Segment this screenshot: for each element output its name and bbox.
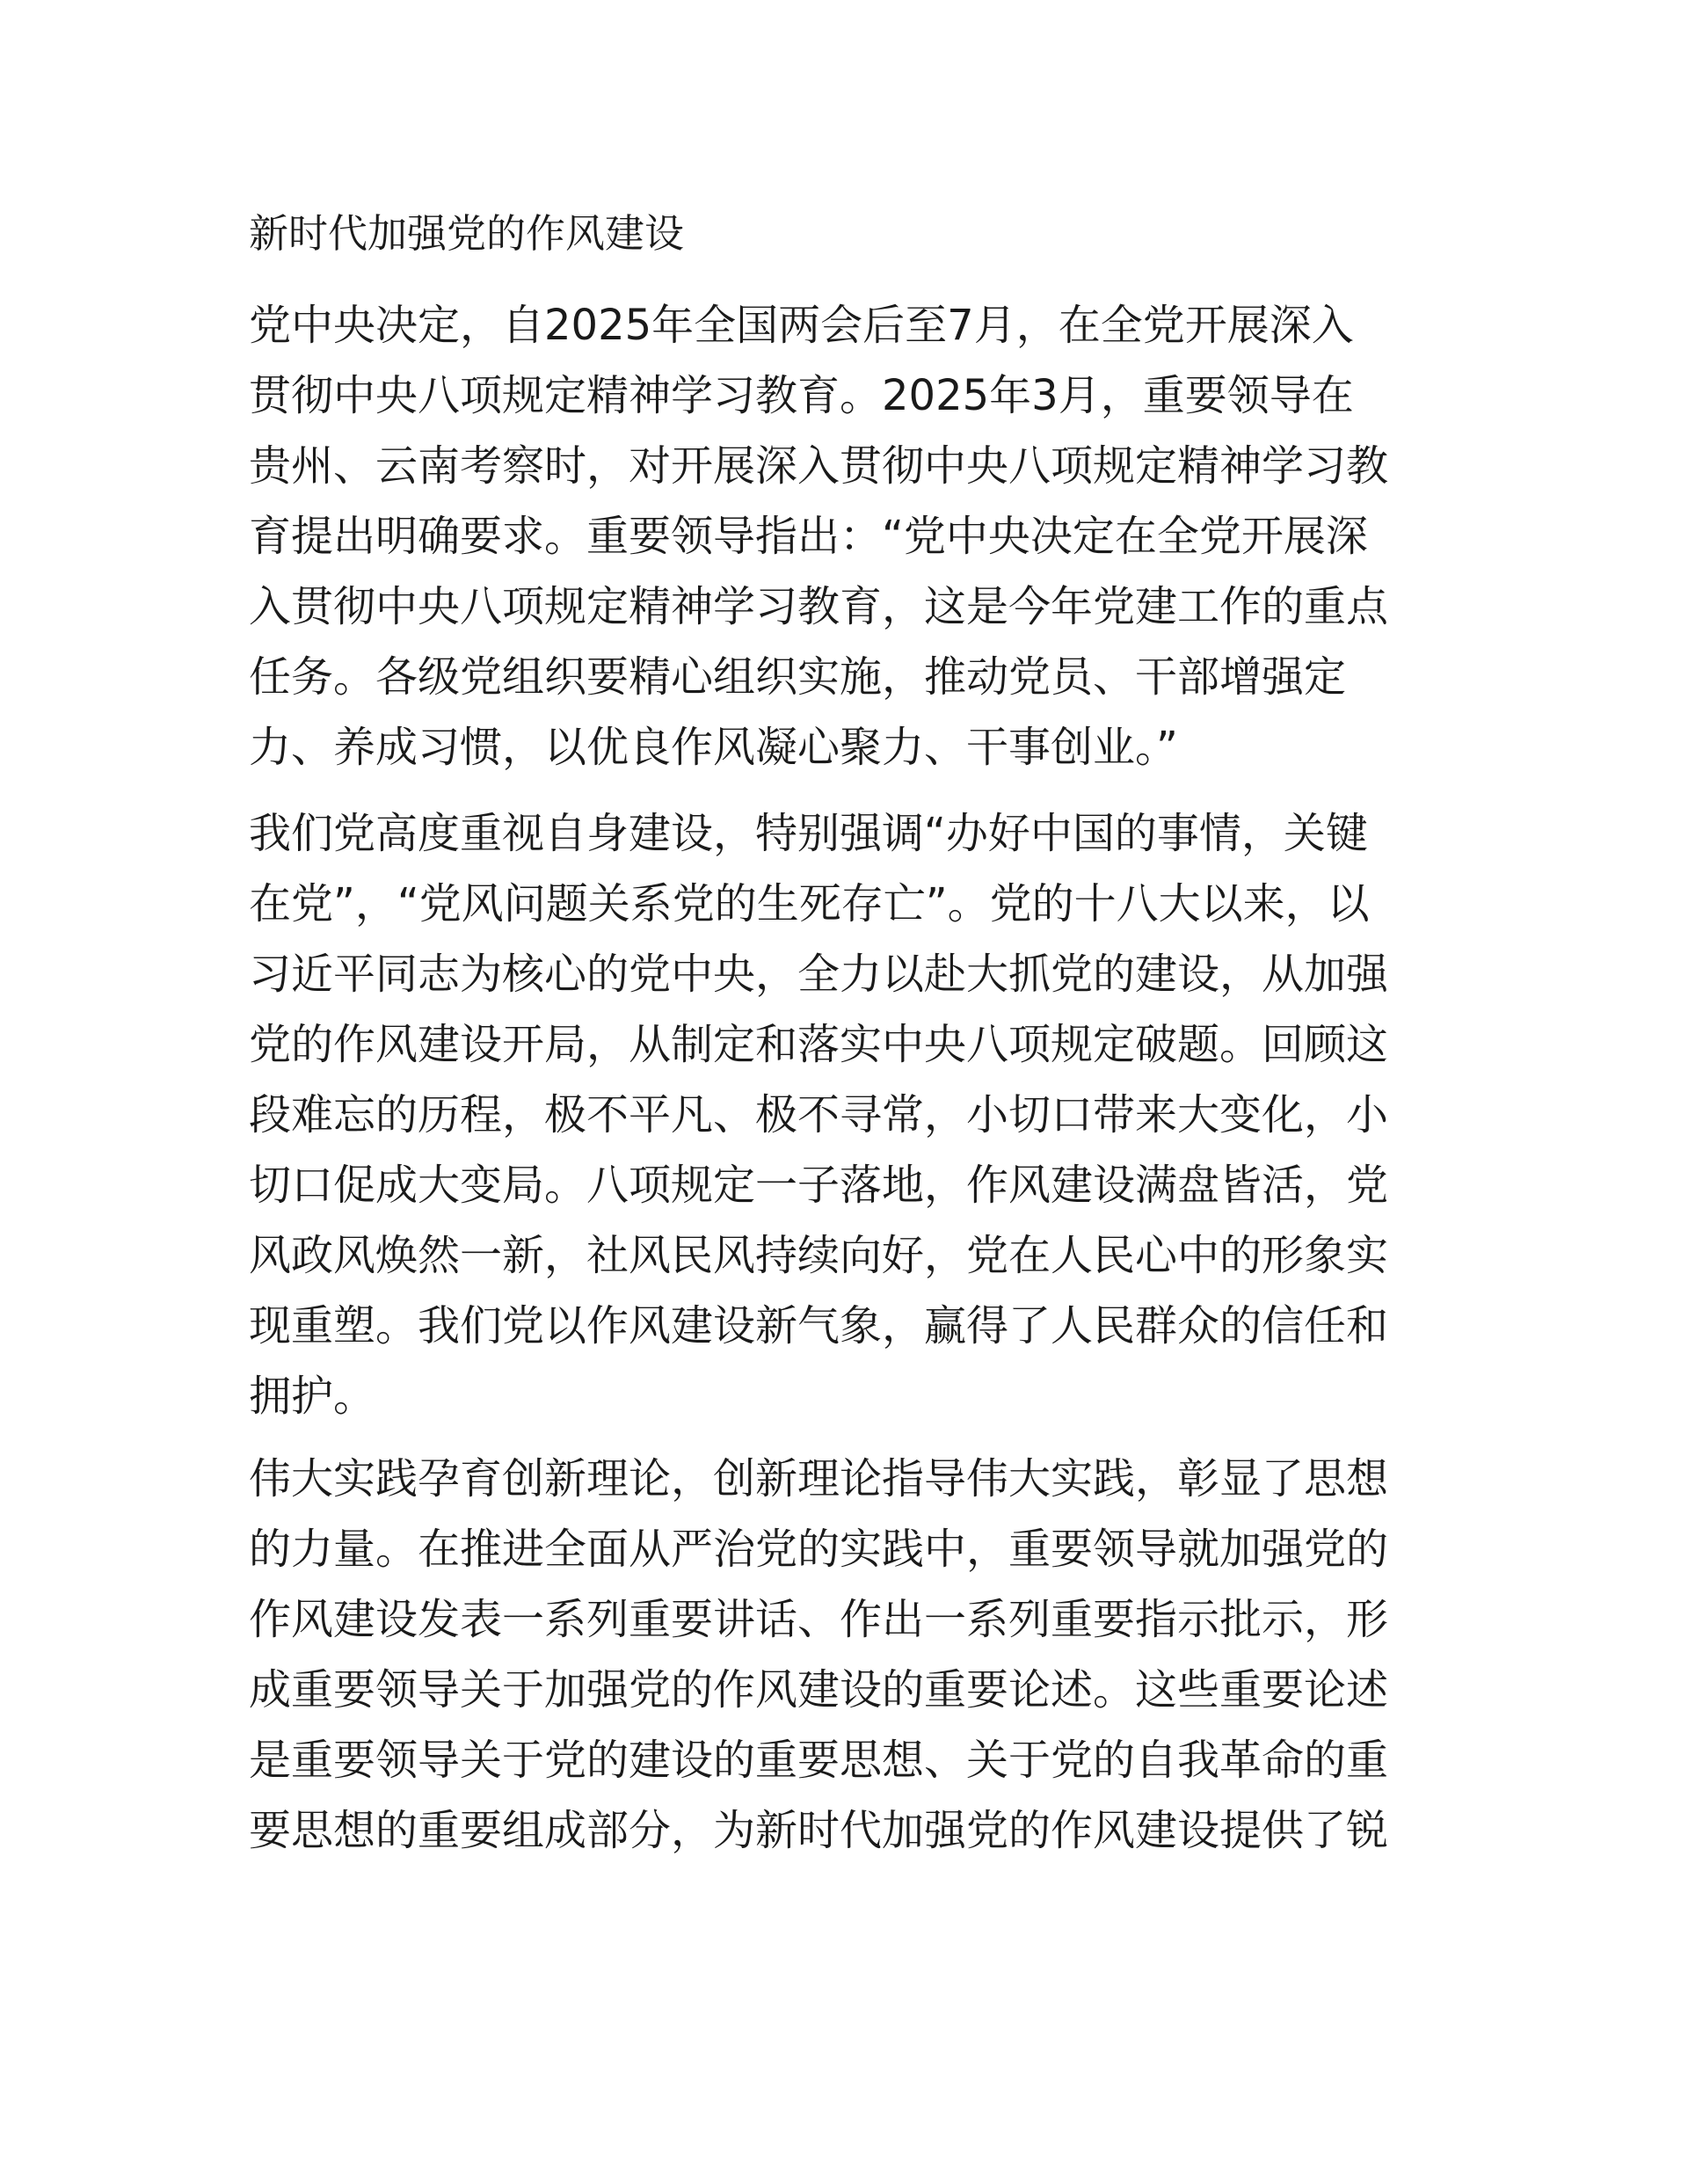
text-line: 成重要领导关于加强党的作风建设的重要论述。这些重要论述 [249, 1665, 1389, 1714]
text-line: 现重塑。我们党以作风建设新气象，赢得了人民群众的信任和 [249, 1301, 1389, 1350]
text-line: 段难忘的历程，极不平凡、极不寻常，小切口带来大变化，小 [249, 1090, 1389, 1139]
document-title: 新时代加强党的作风建设 [249, 210, 685, 257]
text-line: 风政风焕然一新，社风民风持续向好，党在人民心中的形象实 [249, 1231, 1389, 1280]
paragraph-1 [249, 290, 1444, 783]
text-line: 的力量。在推进全面从严治党的实践中，重要领导就加强党的 [249, 1525, 1389, 1574]
text-line: 任务。各级党组织要精心组织实施，推动党员、干部增强定 [249, 652, 1347, 702]
text-line: 拥护。 [249, 1372, 376, 1421]
text-line: 作风建设发表一系列重要讲话、作出一系列重要指示批示，形 [249, 1595, 1389, 1644]
text-line: 力、养成习惯，以优良作风凝心聚力、干事创业。” [249, 723, 1178, 772]
text-line: 切口促成大变局。八项规定一子落地，作风建设满盘皆活，党 [249, 1161, 1389, 1210]
text-line: 党中央决定，自2025年全国两会后至7月，在全党开展深入 [249, 301, 1354, 350]
text-line: 要思想的重要组成部分，为新时代加强党的作风建设提供了锐 [249, 1806, 1389, 1855]
text-line: 伟大实践孕育创新理论，创新理论指导伟大实践，彰显了思想 [249, 1454, 1389, 1503]
text-line: 贯彻中央八项规定精神学习教育。2025年3月，重要领导在 [249, 371, 1354, 420]
paragraph-3 [249, 1444, 1444, 1866]
text-line: 是重要领导关于党的建设的重要思想、关于党的自我革命的重 [249, 1736, 1389, 1785]
text-line: 我们党高度重视自身建设，特别强调“办好中国的事情，关键 [249, 809, 1368, 858]
text-line: 党的作风建设开局，从制定和落实中央八项规定破题。回顾这 [249, 1020, 1389, 1069]
text-line: 入贯彻中央八项规定精神学习教育，这是今年党建工作的重点 [249, 582, 1389, 631]
text-line: 习近平同志为核心的党中央，全力以赴大抓党的建设，从加强 [249, 950, 1389, 999]
text-line: 在党”，“党风问题关系党的生死存亡”。党的十八大以来，以 [249, 879, 1370, 928]
paragraph-2 [249, 798, 1444, 1431]
text-line: 贵州、云南考察时，对开展深入贯彻中央八项规定精神学习教 [249, 441, 1389, 491]
text-line: 育提出明确要求。重要领导指出：“党中央决定在全党开展深 [249, 512, 1368, 561]
